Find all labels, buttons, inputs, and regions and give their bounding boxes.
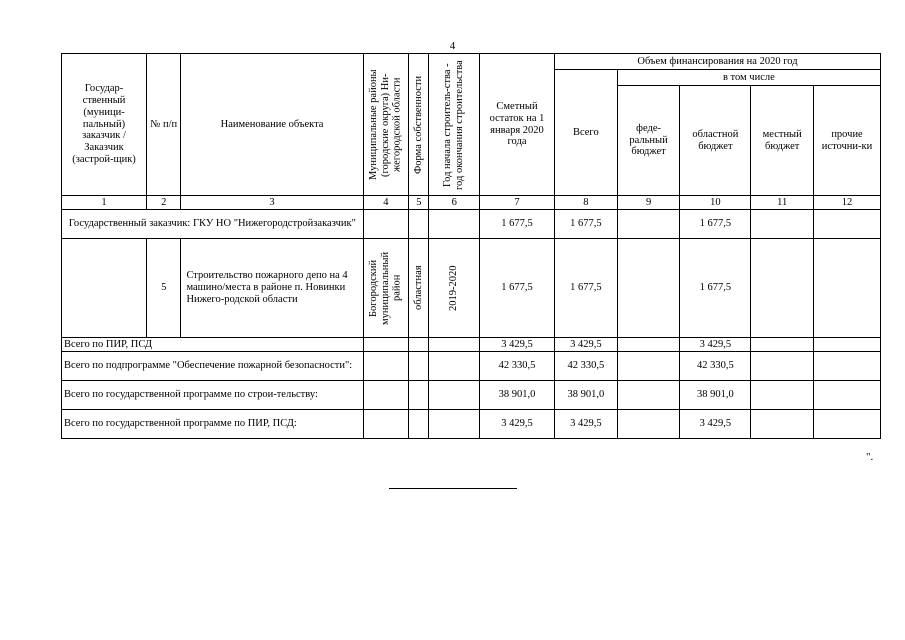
group-federal (617, 210, 680, 239)
column-number: 10 (680, 196, 751, 210)
column-number: 9 (617, 196, 680, 210)
header-ownership-text: Форма собственности (412, 75, 424, 174)
column-number: 8 (554, 196, 617, 210)
summary-local (751, 338, 814, 352)
group-regional: 1 677,5 (680, 210, 751, 239)
header-regional: областной бюджет (680, 86, 751, 196)
object-name: Строительство пожарного депо на 4 машино/места в районе п. Новинки Нижего-родской области (181, 239, 363, 338)
summary-empty (429, 338, 480, 352)
summary-other (814, 352, 881, 381)
summary-remainder: 42 330,5 (480, 352, 555, 381)
summary-empty (429, 410, 480, 439)
summary-empty (363, 352, 409, 381)
group-other (814, 210, 881, 239)
object-federal (617, 239, 680, 338)
header-financing: Объем финансирования на 2020 год (554, 54, 880, 70)
header-num: № п/п (147, 54, 181, 196)
column-number: 6 (429, 196, 480, 210)
summary-empty (363, 338, 409, 352)
object-num: 5 (147, 239, 181, 338)
column-number: 12 (814, 196, 881, 210)
summary-label: Всего по государственной программе по строи-тельству: (62, 381, 364, 410)
summary-empty (363, 381, 409, 410)
header-remainder: Сметный остаток на 1 января 2020 года (480, 54, 555, 196)
column-number: 1 (62, 196, 147, 210)
summary-label: Всего по государственной программе по ПИР, ПСД: (62, 410, 364, 439)
summary-local (751, 352, 814, 381)
signature-rule (389, 488, 517, 489)
summary-local (751, 381, 814, 410)
group-remainder: 1 677,5 (480, 210, 555, 239)
object-years-text: 2019-2020 (448, 265, 460, 311)
summary-total: 42 330,5 (554, 352, 617, 381)
object-row (62, 239, 881, 338)
summary-total: 3 429,5 (554, 410, 617, 439)
summary-row (62, 352, 881, 381)
group-total: 1 677,5 (554, 210, 617, 239)
summary-regional: 3 429,5 (680, 338, 751, 352)
object-total: 1 677,5 (554, 239, 617, 338)
summary-empty (409, 410, 429, 439)
group-local (751, 210, 814, 239)
object-ownership-text: областная (412, 265, 424, 311)
summary-total: 38 901,0 (554, 381, 617, 410)
summary-empty (409, 352, 429, 381)
header-districts-text: Муниципальные районы (городские округа) Ни-жегородской области (368, 69, 403, 180)
page-number: 4 (449, 40, 456, 52)
header-years (429, 54, 480, 196)
column-number: 4 (363, 196, 409, 210)
object-remainder: 1 677,5 (480, 239, 555, 338)
header-local: местный бюджет (751, 86, 814, 196)
object-district-text: Богородский муниципальный район (368, 251, 403, 325)
summary-federal (617, 381, 680, 410)
object-regional: 1 677,5 (680, 239, 751, 338)
summary-federal (617, 352, 680, 381)
object-local (751, 239, 814, 338)
object-ownership (409, 239, 429, 338)
financing-table (61, 53, 881, 439)
group-cell-ownership (409, 210, 429, 239)
header-total: Всего (554, 70, 617, 196)
summary-regional: 38 901,0 (680, 381, 751, 410)
summary-label: Всего по ПИР, ПСД (62, 338, 364, 352)
group-cell-district (363, 210, 409, 239)
header-object-name: Наименование объекта (181, 54, 363, 196)
summary-other (814, 338, 881, 352)
summary-row (62, 381, 881, 410)
summary-empty (409, 338, 429, 352)
column-number: 2 (147, 196, 181, 210)
object-other (814, 239, 881, 338)
header-federal: феде-ральный бюджет (617, 86, 680, 196)
summary-federal (617, 410, 680, 439)
header-districts (363, 54, 409, 196)
summary-row (62, 338, 881, 352)
summary-empty (409, 381, 429, 410)
group-cell-years (429, 210, 480, 239)
summary-remainder: 3 429,5 (480, 410, 555, 439)
summary-row (62, 410, 881, 439)
object-years (429, 239, 480, 338)
column-number-row (62, 196, 881, 210)
header-other: прочие источни-ки (814, 86, 881, 196)
group-row (62, 210, 881, 239)
object-district (363, 239, 409, 338)
summary-other (814, 410, 881, 439)
header-years-text: Год начала строитель-ства - год окончания строительства (442, 59, 466, 190)
summary-remainder: 38 901,0 (480, 381, 555, 410)
group-label: Государственный заказчик: ГКУ НО "Нижегородстройзаказчик" (62, 210, 364, 239)
summary-federal (617, 338, 680, 352)
header-including: в том числе (617, 70, 880, 86)
summary-regional: 42 330,5 (680, 352, 751, 381)
header-ownership (409, 54, 429, 196)
column-number: 3 (181, 196, 363, 210)
object-customer (62, 239, 147, 338)
summary-empty (363, 410, 409, 439)
summary-empty (429, 352, 480, 381)
summary-regional: 3 429,5 (680, 410, 751, 439)
column-number: 11 (751, 196, 814, 210)
summary-remainder: 3 429,5 (480, 338, 555, 352)
summary-local (751, 410, 814, 439)
summary-label: Всего по подпрограмме "Обеспечение пожарной безопасности": (62, 352, 364, 381)
summary-other (814, 381, 881, 410)
header-customer: Государ-ственный (муници-пальный) заказчик / Заказчик (застрой-щик) (62, 54, 147, 196)
summary-total: 3 429,5 (554, 338, 617, 352)
summary-empty (429, 381, 480, 410)
closing-quote: ". (866, 451, 874, 463)
column-number: 5 (409, 196, 429, 210)
column-number: 7 (480, 196, 555, 210)
